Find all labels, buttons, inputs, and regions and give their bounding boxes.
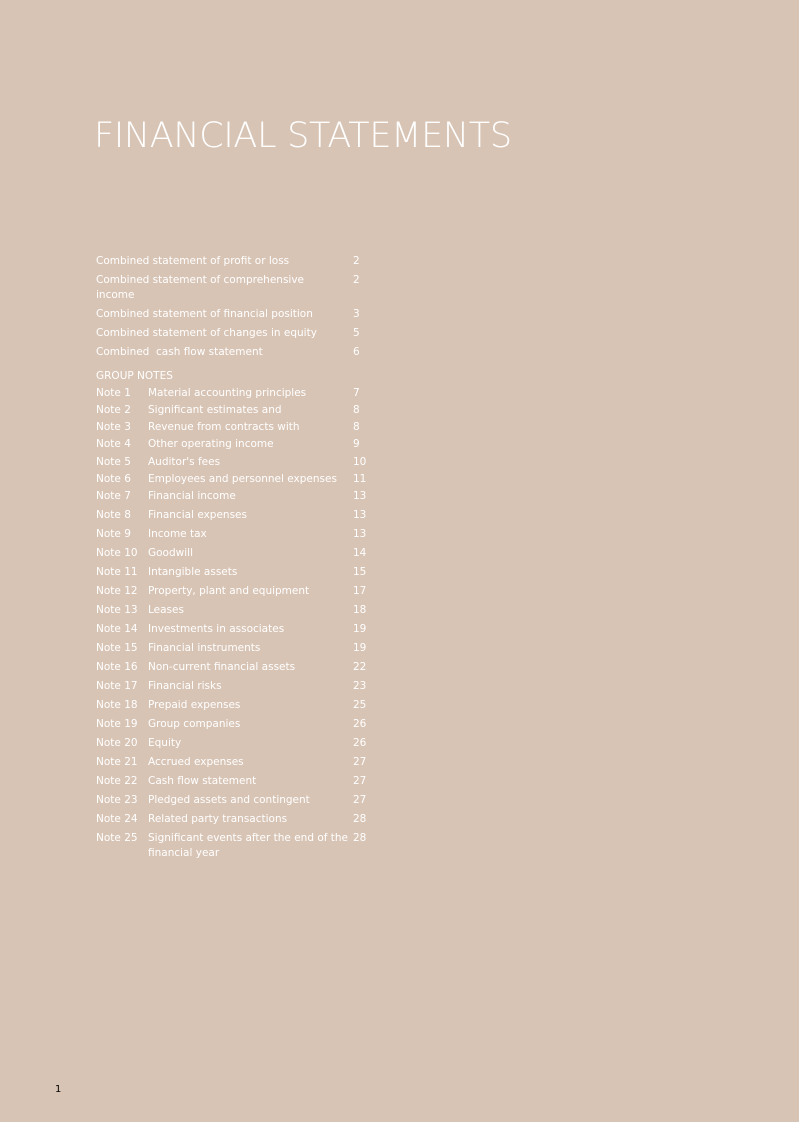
note-title: Intangible assets — [148, 566, 238, 578]
note-label: Note 7 — [96, 490, 131, 502]
note-title: Auditor's fees — [148, 456, 221, 468]
toc-note-row[interactable] — [96, 527, 376, 542]
note-label: Note 23 — [96, 794, 138, 806]
toc-page-number: 11 — [353, 473, 367, 485]
note-label: Note 20 — [96, 737, 138, 749]
toc-note-row[interactable] — [96, 489, 376, 504]
toc-page-number: 28 — [353, 832, 367, 844]
toc-page-number: 27 — [353, 775, 367, 787]
note-title: Financial income — [148, 490, 236, 502]
note-label: Note 6 — [96, 473, 131, 485]
toc-entry-title: Combined statement of changes in equity — [96, 327, 317, 339]
note-label: Note 14 — [96, 623, 138, 635]
toc-note-row[interactable] — [96, 508, 376, 523]
note-label: Note 5 — [96, 456, 131, 468]
note-title: Other operating income — [148, 438, 274, 450]
toc-note-row[interactable] — [96, 793, 376, 808]
toc-page-number: 27 — [353, 794, 367, 806]
toc-note-row[interactable] — [96, 698, 376, 713]
note-label: Note 15 — [96, 642, 138, 654]
toc-page-number: 10 — [353, 456, 367, 468]
toc-row-profit-or-loss[interactable] — [96, 254, 376, 269]
toc-note-row[interactable] — [96, 641, 376, 656]
note-label: Note 3 — [96, 421, 131, 433]
note-title: Leases — [148, 604, 184, 616]
toc-page-number: 17 — [353, 585, 367, 597]
toc-note-row[interactable] — [96, 679, 376, 694]
toc-entry-title: Combined statement of comprehensive income — [96, 274, 305, 301]
toc-page-number: 26 — [353, 737, 367, 749]
note-label: Note 11 — [96, 566, 138, 578]
note-title: Material accounting principles — [148, 387, 307, 399]
note-title: Financial expenses — [148, 509, 247, 521]
page-number: 1 — [55, 1084, 62, 1095]
toc-row-financial-position[interactable] — [96, 307, 376, 322]
note-title: Accrued expenses — [148, 756, 244, 768]
page-title: FINANCIAL STATEMENTS — [94, 116, 512, 156]
note-label: Note 8 — [96, 509, 131, 521]
note-label: Note 16 — [96, 661, 138, 673]
note-label: Note 13 — [96, 604, 138, 616]
toc-note-row[interactable] — [96, 622, 376, 637]
note-label: Note 17 — [96, 680, 138, 692]
toc-entry-title: Combined statement of financial position — [96, 308, 313, 320]
toc-page-number: 14 — [353, 547, 367, 559]
toc-page-number: 26 — [353, 718, 367, 730]
note-label: Note 18 — [96, 699, 138, 711]
toc-row-cash-flow[interactable] — [96, 345, 376, 360]
note-title: Prepaid expenses — [148, 699, 241, 711]
toc-note-row[interactable] — [96, 660, 376, 675]
toc-page-number: 13 — [353, 490, 367, 502]
table-of-contents — [96, 254, 376, 861]
toc-note-row[interactable] — [96, 831, 376, 861]
note-title: Cash flow statement — [148, 775, 257, 787]
toc-note-row[interactable] — [96, 774, 376, 789]
toc-page-number: 9 — [353, 438, 360, 450]
note-title: Financial risks — [148, 680, 222, 692]
toc-page-number: 18 — [353, 604, 367, 616]
note-title: Financial instruments — [148, 642, 261, 654]
toc-page-number: 15 — [353, 566, 367, 578]
toc-note-row[interactable] — [96, 736, 376, 751]
toc-note-row[interactable] — [96, 386, 376, 401]
note-label: Note 2 — [96, 404, 131, 416]
toc-note-row[interactable] — [96, 755, 376, 770]
note-title: Property, plant and equipment — [148, 585, 310, 597]
toc-row-comprehensive-income[interactable] — [96, 273, 376, 303]
toc-page-number: 8 — [353, 404, 360, 416]
toc-page-number: 28 — [353, 813, 367, 825]
toc-note-row[interactable] — [96, 403, 376, 418]
toc-note-row[interactable] — [96, 584, 376, 599]
toc-page-number: 25 — [353, 699, 367, 711]
toc-page-number: 2 — [353, 274, 360, 286]
toc-page-number: 8 — [353, 421, 360, 433]
note-label: Note 24 — [96, 813, 138, 825]
note-label: Note 19 — [96, 718, 138, 730]
toc-page-number: 6 — [353, 346, 360, 358]
toc-note-row[interactable] — [96, 812, 376, 827]
note-label: Note 9 — [96, 528, 131, 540]
note-label: Note 22 — [96, 775, 138, 787]
toc-note-row[interactable] — [96, 455, 376, 470]
toc-page-number: 27 — [353, 756, 367, 768]
note-label: Note 1 — [96, 387, 131, 399]
toc-page-number: 3 — [353, 308, 360, 320]
toc-page-number: 23 — [353, 680, 367, 692]
note-title: Goodwill — [148, 547, 193, 559]
note-title: Related party transactions — [148, 813, 288, 825]
toc-note-row[interactable] — [96, 546, 376, 561]
note-title: Investments in associates — [148, 623, 285, 635]
note-label: Note 4 — [96, 438, 131, 450]
note-label: Note 21 — [96, 756, 138, 768]
note-title: Equity — [148, 737, 182, 749]
toc-page-number: 2 — [353, 255, 360, 267]
toc-note-row[interactable] — [96, 565, 376, 580]
toc-page-number: 5 — [353, 327, 360, 339]
note-title: Income tax — [148, 528, 207, 540]
toc-page-number: 7 — [353, 387, 360, 399]
toc-page-number: 22 — [353, 661, 367, 673]
note-title: Significant events after the end of the financial year — [148, 832, 349, 859]
note-title: Revenue from contracts with — [148, 421, 300, 433]
note-title: Pledged assets and contingent — [148, 794, 310, 806]
toc-note-row[interactable] — [96, 437, 376, 452]
toc-note-row[interactable] — [96, 420, 376, 435]
notes-list — [96, 386, 376, 861]
toc-page-number: 13 — [353, 528, 367, 540]
toc-entry-title: Combined statement of profit or loss — [96, 255, 290, 267]
toc-page-number: 19 — [353, 623, 367, 635]
group-notes-heading: GROUP NOTES — [96, 370, 173, 382]
note-title: Significant estimates and — [148, 404, 282, 416]
toc-note-row[interactable] — [96, 717, 376, 732]
note-title: Group companies — [148, 718, 241, 730]
toc-row-changes-in-equity[interactable] — [96, 326, 376, 341]
statements-list — [96, 254, 376, 360]
toc-note-row[interactable] — [96, 603, 376, 618]
note-label: Note 25 — [96, 832, 138, 844]
toc-page-number: 19 — [353, 642, 367, 654]
toc-note-row[interactable] — [96, 472, 376, 487]
note-title: Employees and personnel expenses — [148, 473, 337, 485]
note-title: Non-current financial assets — [148, 661, 296, 673]
toc-page-number: 13 — [353, 509, 367, 521]
note-label: Note 12 — [96, 585, 138, 597]
toc-entry-title: Combined cash flow statement — [96, 346, 263, 358]
note-label: Note 10 — [96, 547, 138, 559]
